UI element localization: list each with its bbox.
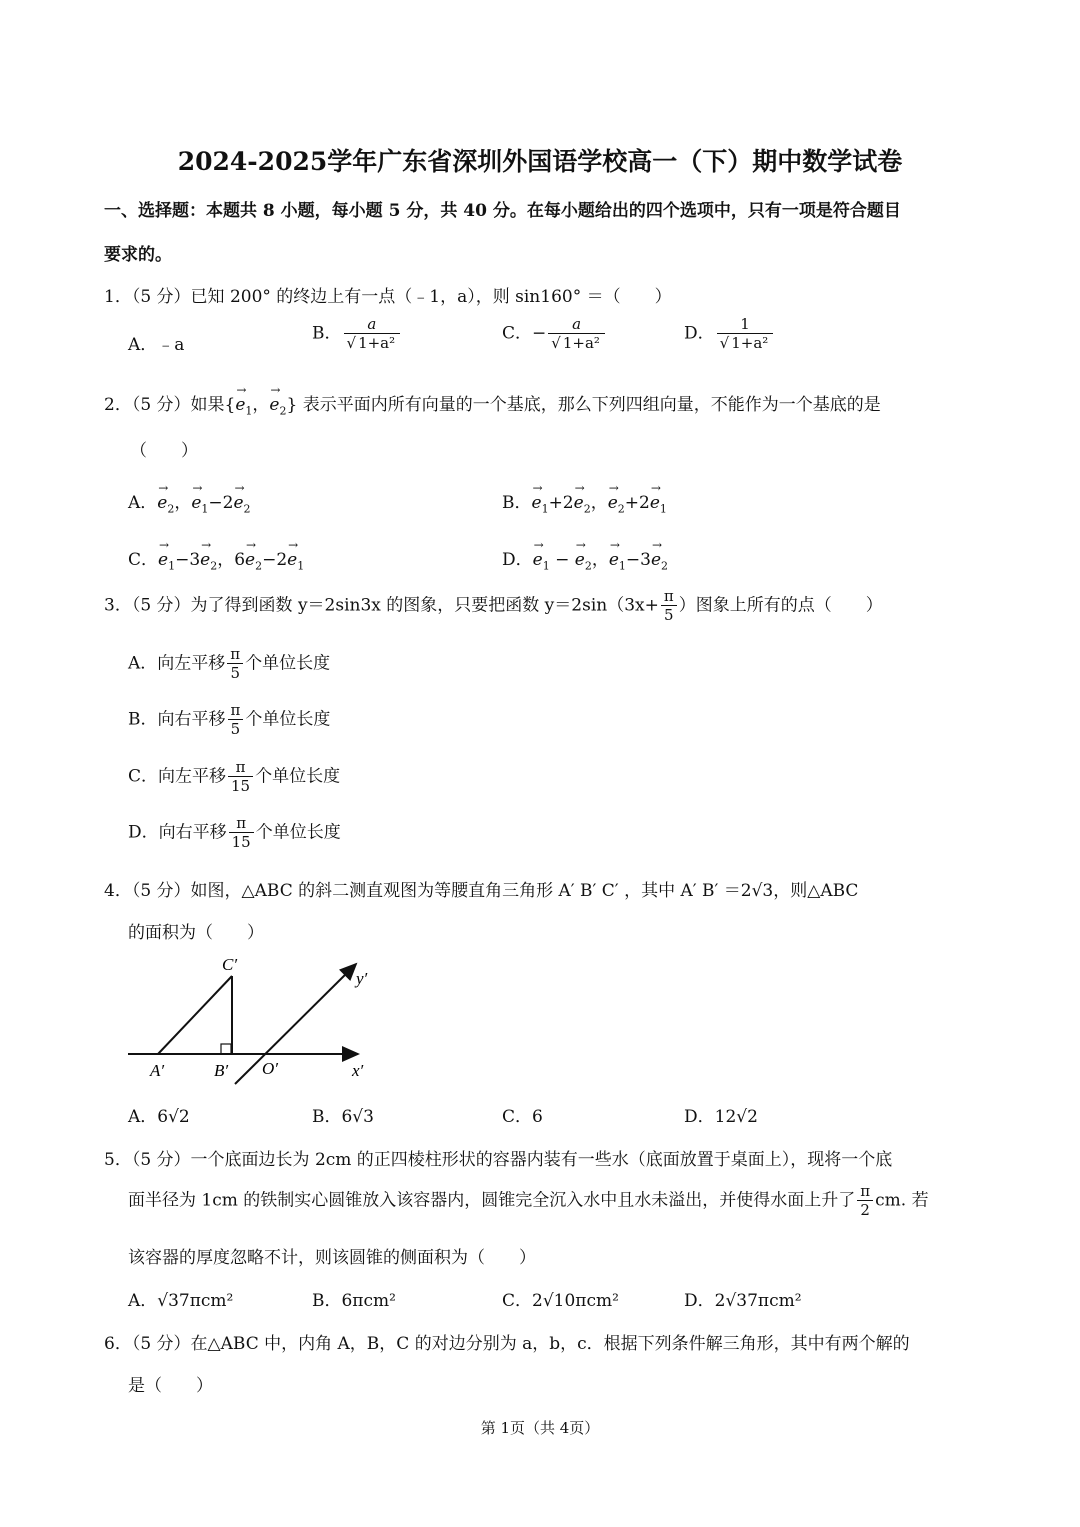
q6-line1: 6．（5 分）在△ABC 中，内角 A，B，C 的对边分别为 a，b，c．根据下列条件解三角形，其中有两个解的 [104, 1334, 910, 1354]
label-y-prime: y′ [356, 969, 368, 988]
section-heading-line1: 一、选择题：本题共 8 小题，每小题 5 分，共 40 分。在每小题给出的四个选项中，只有一项是符合题目 [104, 201, 901, 221]
q2-stem: 2．（5 分）如果{→ $e_1$，→ $e_2$} 表示平面内所有向量的一个基底，那么下列四组向量，不能作为一个基底的是 [104, 390, 881, 417]
q3-option-d: D．向右平移 $\frac{\pi}{15}$ 个单位长度 [128, 814, 341, 852]
q6-line2: 是（ ） [128, 1376, 213, 1396]
q1-option-a: A．﹣a [128, 335, 185, 355]
q1-option-b-label: B． [312, 323, 342, 344]
q5-option-b: B．6πcm² [312, 1291, 396, 1311]
q3-stem: 3．（5 分）为了得到函数 y＝2sin3x 的图象，只要把函数 y＝2sin（3x+ $\frac{\pi}{5}$ ）图象上所有的点（ ） [104, 587, 883, 625]
q2-option-d: D．→ $e_1$ − → $e_2$，→ $e_1-3\to e_2$ [502, 545, 668, 572]
y-axis [235, 964, 356, 1084]
q5-option-c: C．2√10πcm² [502, 1291, 619, 1311]
q4-option-a: A．6√2 [128, 1107, 190, 1127]
q4-stem-line2: 的面积为（ ） [128, 923, 264, 943]
label-b-prime: B′ [214, 1061, 229, 1080]
q5-line2: 面半径为 1cm 的铁制实心圆锥放入该容器内，圆锥完全沉入水中且水未溢出，并使得水面上升了 $\frac{\pi}{2}$ cm. 若 [128, 1182, 929, 1220]
q2-option-c: C．→ $e_1-3\to e_2$，$6\to e_2-2\to e_1$ [128, 545, 304, 572]
q2-stem-paren: （ ） [130, 441, 198, 461]
q1-option-c-fraction: $\frac{a}{\text{√ 1+a²}}$ [548, 316, 605, 352]
page-title: 2024-2025学年广东省深圳外国语学校高一（下）期中数学试卷 [177, 147, 903, 176]
q3-option-b: B．向右平移 $\frac{\pi}{5}$ 个单位长度 [128, 701, 331, 739]
label-c-prime: C′ [222, 955, 238, 974]
q4-option-d: D．12√2 [684, 1107, 758, 1127]
q4-option-c: C．6 [502, 1107, 543, 1127]
q5-option-a: A．√37πcm² [128, 1291, 234, 1311]
q3-option-a: A．向左平移 $\frac{\pi}{5}$ 个单位长度 [128, 645, 331, 683]
q3-option-c: C．向左平移 $\frac{\pi}{15}$ 个单位长度 [128, 758, 341, 796]
q1-option-b-fraction: $\frac{a}{\text{√ 1+a²}}$ [344, 316, 401, 352]
q1-option-c-label: C． [502, 323, 533, 344]
q4-option-b: B．6√3 [312, 1107, 374, 1127]
q1-option-d [684, 316, 775, 352]
q2-option-b: B．→ $e_1+2\to e_2$，→ $e_2+2\to e_1$ [502, 488, 667, 515]
q4-stem-line1: 4．（5 分）如图，△ABC 的斜二测直观图为等腰直角三角形 A′ B′ C′ ，其中 A′ B′ ＝2√3，则△ABC [104, 881, 859, 901]
q1-option-c: C．− $\frac{a}{\text{√ 1+a²}}$ [502, 316, 607, 352]
label-a-prime: A′ [150, 1061, 165, 1080]
label-o-prime: O′ [262, 1059, 278, 1078]
q5-line3: 该容器的厚度忽略不计，则该圆锥的侧面积为（ ） [128, 1248, 536, 1268]
q1-option-d-label: D． [684, 323, 715, 344]
q5-option-d: D．2√37πcm² [684, 1291, 802, 1311]
page-footer: 第 1页（共 4页） [480, 1419, 600, 1437]
section-heading-line2: 要求的。 [104, 245, 172, 265]
right-angle-mark [221, 1044, 231, 1054]
q1-option-d-fraction: $\frac{1}{\text{√ 1+a²}}$ [717, 316, 774, 352]
q1-stem: 1．（5 分）已知 200° 的终边上有一点（﹣1，a），则 sin160° ＝（ ） [104, 287, 672, 307]
label-x-prime: x′ [352, 1061, 364, 1080]
q5-line1: 5．（5 分）一个底面边长为 2cm 的正四棱柱形状的容器内装有一些水（底面放置于桌面上），现将一个底 [104, 1150, 893, 1170]
q1-option-b [312, 316, 402, 352]
oblique-projection-figure [120, 948, 380, 1088]
q2-option-a: A．→ $e_2$，→ $e_1-2\to e_2$ [128, 488, 251, 515]
triangle-hypotenuse [158, 976, 232, 1054]
